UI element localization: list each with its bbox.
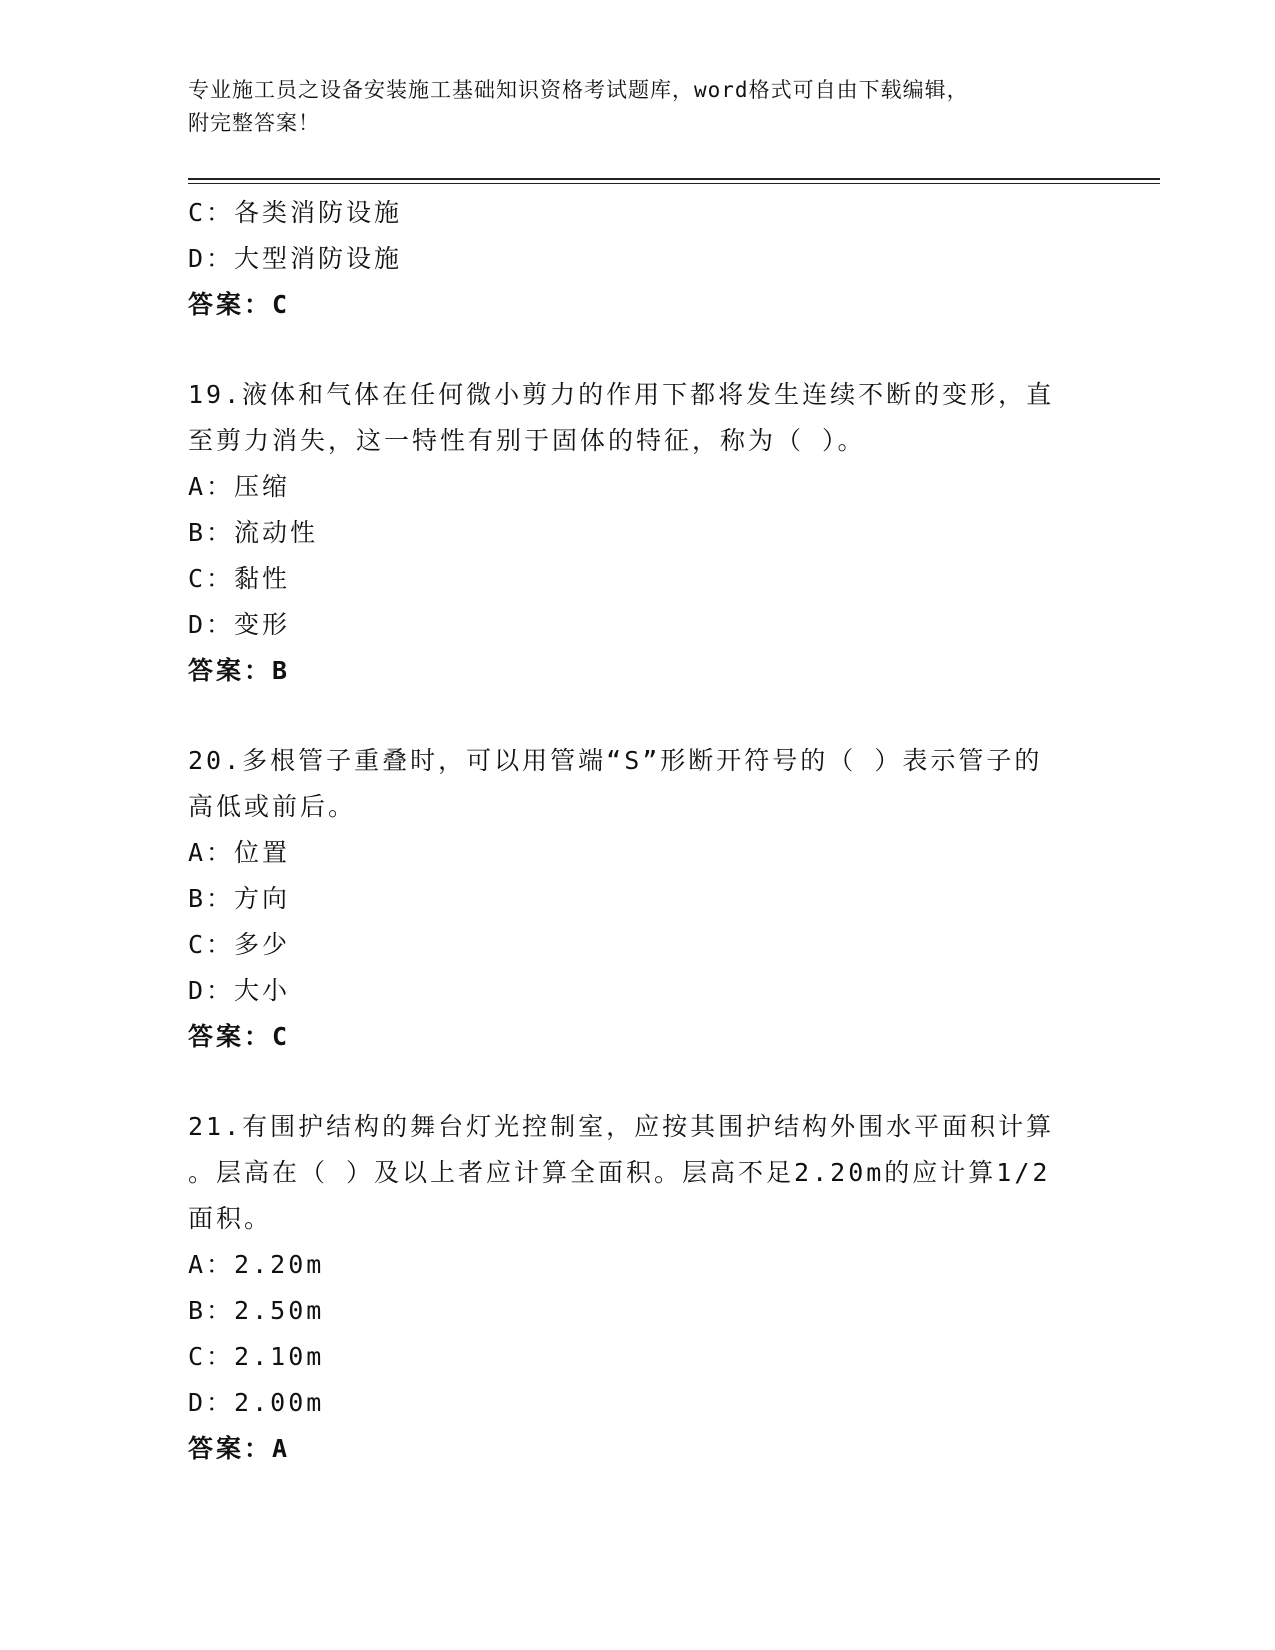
question-stem: 至剪力消失，这一特性有别于固体的特征，称为（ ）。 [188, 426, 866, 455]
option-d: D：大型消防设施 [188, 244, 403, 273]
option-a: A：2.20m [188, 1250, 325, 1279]
answer-line: 答案：A [188, 1434, 291, 1463]
option-d: D：变形 [188, 610, 291, 639]
option-c: C：各类消防设施 [188, 198, 403, 227]
header-line-1: 专业施工员之设备安装施工基础知识资格考试题库，word格式可自由下载编辑， [188, 78, 969, 102]
answer-line: 答案：B [188, 656, 291, 685]
question-21 [188, 1104, 1088, 1472]
option-a: A：压缩 [188, 472, 291, 501]
header-rule-thick [188, 178, 1160, 180]
option-a: A：位置 [188, 838, 291, 867]
previous-question-tail [188, 190, 1088, 328]
question-stem: 20.多根管子重叠时，可以用管端“S”形断开符号的（ ）表示管子的 [188, 746, 1043, 775]
question-19 [188, 372, 1088, 694]
option-c: C：2.10m [188, 1342, 325, 1371]
header-line-2: 附完整答案！ [188, 111, 320, 135]
question-stem: 19.液体和气体在任何微小剪力的作用下都将发生连续不断的变形，直 [188, 380, 1055, 409]
question-stem: 。层高在（ ）及以上者应计算全面积。层高不足2.20m的应计算1/2 [188, 1158, 1051, 1187]
option-b: B：2.50m [188, 1296, 325, 1325]
answer-line: 答案：C [188, 1022, 291, 1051]
question-content [188, 190, 1088, 1472]
option-d: D：大小 [188, 976, 291, 1005]
option-c: C：黏性 [188, 564, 291, 593]
answer-line: 答案：C [188, 290, 291, 319]
question-stem: 高低或前后。 [188, 792, 357, 821]
option-d: D：2.00m [188, 1388, 325, 1417]
option-c: C：多少 [188, 930, 291, 959]
question-stem: 21.有围护结构的舞台灯光控制室，应按其围护结构外围水平面积计算 [188, 1112, 1055, 1141]
document-header [188, 74, 1088, 140]
question-20 [188, 738, 1088, 1060]
header-rule-thin [188, 183, 1160, 184]
option-b: B：方向 [188, 884, 291, 913]
question-stem: 面积。 [188, 1204, 273, 1233]
option-b: B：流动性 [188, 518, 319, 547]
